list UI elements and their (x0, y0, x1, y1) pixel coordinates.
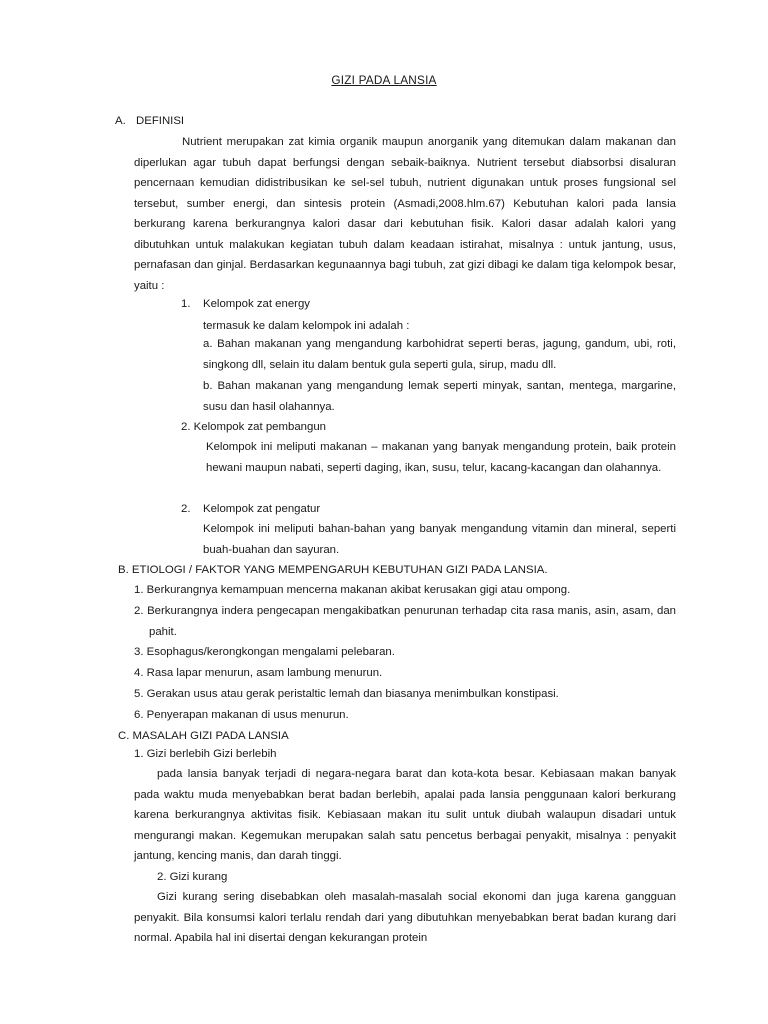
section-c-paragraph2: Gizi kurang sering disebabkan oleh masalah-masalah social ekonomi dan juga karena gangguan penyakit. Bila konsumsi kalori terlalu rendah dari yang dibutuhkan menyebabkan berat badan kurang dari normal. Apabila hal ini disertai dengan kekurangan protein (134, 891, 676, 944)
item3-title: Kelompok zat pengatur (203, 503, 321, 515)
item3-heading (181, 499, 320, 520)
section-b-item: 1. Berkurangnya kemampuan mencerna makanan akibat kerusakan gigi atau ompong. (134, 584, 571, 596)
item3-text: Kelompok ini meliputi bahan-bahan yang banyak mengandung vitamin dan mineral, seperti buah-buahan dan sayuran. (203, 523, 676, 556)
section-a-title: DEFINISI (136, 115, 185, 127)
section-c-paragraph1: pada lansia banyak terjadi di negara-negara barat dan kota-kota besar. Kebiasaan makan banyak pada waktu muda menyebabkan berat badan berlebih, apalai pada lansia penggunaan kalori berkurang karena berkurangnya aktivitas fisik. Kebiasaan makan itu sulit untuk diubah walaupun disadari untuk mengurangi makan. Kegemukan merupakan salah satu pencetus berbagai penyakit, misalnya : penyakit jantung, kencing manis, dan darah tinggi. (134, 768, 676, 862)
section-a-heading (115, 111, 184, 132)
item1-point-a: a. Bahan makanan yang mengandung karbohidrat seperti beras, jagung, gandum, ubi, roti, singkong dll, selain itu dalam bentuk gula seperti gula, sirup, madu dll. (203, 338, 676, 371)
section-b-heading: B. ETIOLOGI / FAKTOR YANG MEMPENGARUH KEBUTUHAN GIZI PADA LANSIA. (118, 564, 548, 576)
item1-intro: termasuk ke dalam kelompok ini adalah : (203, 320, 410, 332)
section-b-item-text: 2. Berkurangnya indera pengecapan mengakibatkan penurunan terhadap cita rasa manis, asin, asam, dan pahit. (134, 605, 676, 638)
section-a-paragraph: Nutrient merupakan zat kimia organik maupun anorganik yang ditemukan dalam makanan dan diperlukan agar tubuh dapat berfungsi dengan sebaik-baiknya. Nutrient tersebut diabsorbsi disaluran pencernaan kemudian didistribusikan ke sel-sel tubuh, nutrient digunakan untuk proses fungsional sel tersebut, sumber energi, dan sintesis protein (Asmadi,2008.hlm.67) Kebutuhan kalori pada lansia berkurang karena berkurangnya kalori dasar dari kebutuhan fisik. Kalori dasar adalah kalori yang dibutuhkan untuk malakukan kegiatan tubuh dalam keadaan istirahat, misalnya : untuk jantung, usus, pernafasan dan ginjal. Berdasarkan kegunaannya bagi tubuh, zat gizi dibagi ke dalam tiga kelompok besar, yaitu : (134, 136, 676, 292)
section-c-sub2: 2. Gizi kurang (157, 871, 228, 883)
section-c-heading: C. MASALAH GIZI PADA LANSIA (118, 730, 289, 742)
section-b-item (134, 601, 676, 642)
section-a-item1-heading (181, 294, 310, 315)
item1-point-b: b. Bahan makanan yang mengandung lemak seperti minyak, santan, mentega, margarine, susu dan hasil olahannya. (203, 380, 676, 413)
section-b-item: 4. Rasa lapar menurun, asam lambung menurun. (134, 667, 383, 679)
item2-text: Kelompok ini meliputi makanan – makanan yang banyak mengandung protein, baik protein hewani maupun nabati, seperti daging, ikan, susu, telur, kacang-kacangan dan olahannya. (206, 441, 676, 474)
section-a-letter: A. (115, 115, 126, 127)
document-title: GIZI PADA LANSIA (331, 73, 437, 87)
item1-number: 1. (181, 298, 191, 310)
section-b-item: 6. Penyerapan makanan di usus menurun. (134, 709, 349, 721)
item3-number: 2. (181, 503, 191, 515)
section-b-item: 5. Gerakan usus atau gerak peristaltic lemah dan biasanya menimbulkan konstipasi. (134, 688, 559, 700)
section-b-item: 3. Esophagus/kerongkongan mengalami pelebaran. (134, 646, 395, 658)
section-c-sub1: 1. Gizi berlebih Gizi berlebih (134, 748, 277, 760)
item2-heading: 2. Kelompok zat pembangun (181, 421, 327, 433)
item1-title: Kelompok zat energy (203, 298, 311, 310)
